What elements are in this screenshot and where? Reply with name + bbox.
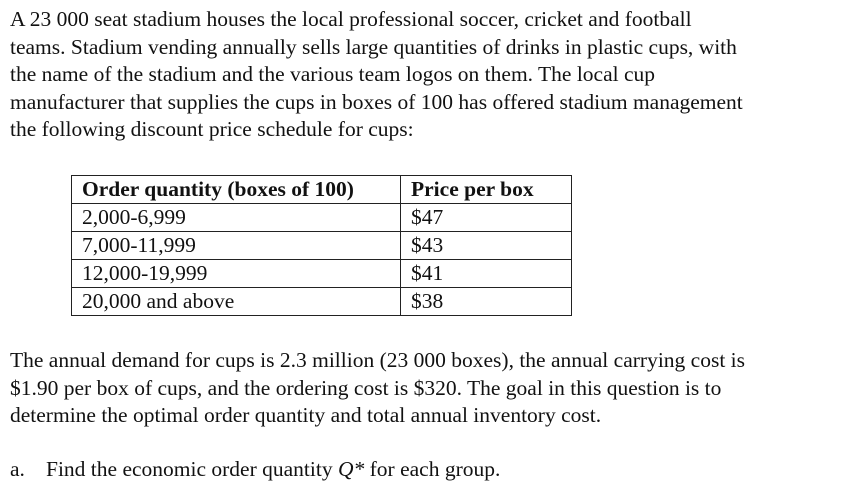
demand-line: $1.90 per box of cups, and the ordering cost is $320. The goal in this question is to [10, 375, 722, 400]
table-header-row [72, 176, 572, 204]
question-text-before: Find the economic order quantity [46, 457, 338, 481]
intro-line: manufacturer that supplies the cups in boxes of 100 has offered stadium management [10, 89, 743, 114]
price-cell: $43 [401, 232, 572, 260]
demand-paragraph [10, 347, 860, 430]
quantity-cell: 20,000 and above [72, 288, 401, 316]
intro-line: the name of the stadium and the various team logos on them. The local cup [10, 62, 656, 87]
demand-line: The annual demand for cups is 2.3 million (23 000 boxes), the annual carrying cost is [10, 348, 746, 372]
quantity-cell: 2,000-6,999 [72, 204, 401, 232]
table-row [72, 232, 572, 260]
price-cell: $38 [401, 288, 572, 316]
quantity-cell: 7,000-11,999 [72, 232, 401, 260]
question-text-after: for each group. [364, 457, 501, 481]
intro-line: teams. Stadium vending annually sells large quantities of drinks in plastic cups, with [10, 34, 737, 59]
table-row [72, 260, 572, 288]
header-price-per-box: Price per box [401, 176, 572, 204]
price-cell: $41 [401, 260, 572, 288]
demand-line: determine the optimal order quantity and total annual inventory cost. [10, 403, 602, 428]
table-row [72, 288, 572, 316]
price-cell: $47 [401, 204, 572, 232]
intro-line: A 23 000 seat stadium houses the local professional soccer, cricket and football [10, 7, 692, 31]
header-order-quantity: Order quantity (boxes of 100) [72, 176, 401, 204]
quantity-cell: 12,000-19,999 [72, 260, 401, 288]
question-a [10, 456, 500, 483]
discount-price-table [71, 175, 572, 316]
intro-paragraph [10, 6, 860, 144]
intro-line: the following discount price schedule for cups: [10, 117, 414, 142]
table-row [72, 204, 572, 232]
question-letter: a. [10, 457, 25, 481]
question-variable: Q* [337, 457, 365, 481]
